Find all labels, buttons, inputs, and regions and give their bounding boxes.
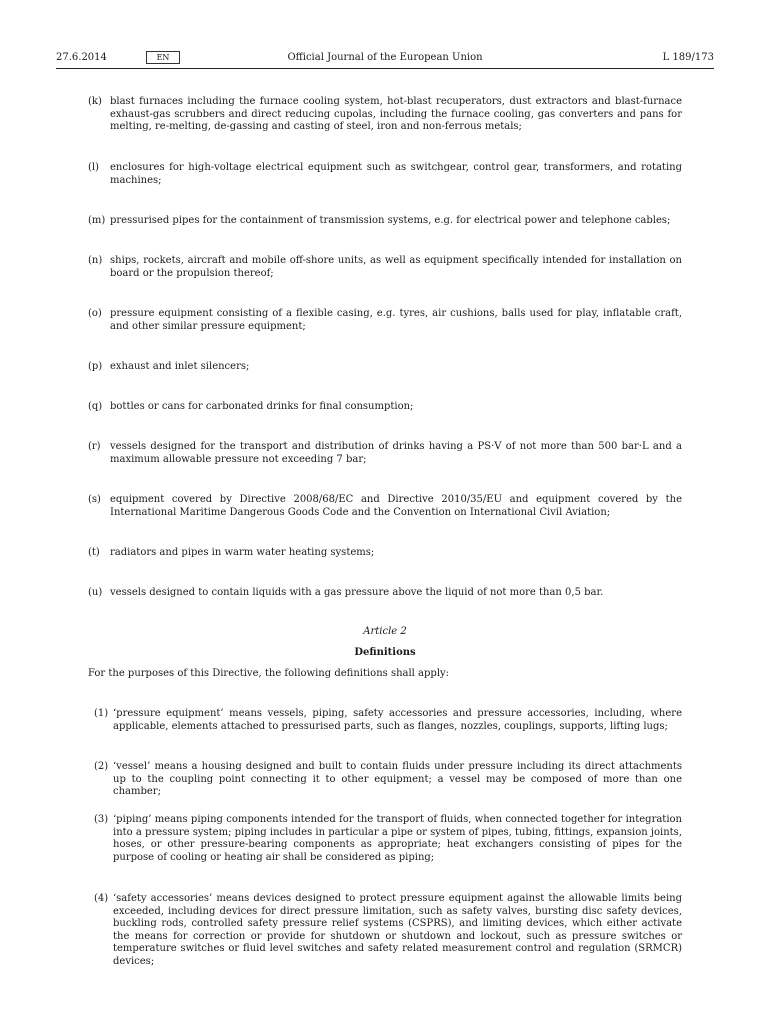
list-item-text: pressure equipment consisting of a flexible casing, e.g. tyres, air cushions, balls used for play, inflatable craft, and other similar pressure equipment; xyxy=(110,308,682,332)
definition-text: ‘piping’ means piping components intended for the transport of fluids, when connected together for integration into a pressure system; piping includes in particular a pipe or system of pipes, tubing, fittings, expansion joints, hoses, or other pressure-bearing components as appropriate; heat exchangers consisting of pipes for the purpose of cooling or heating air shall be considered as piping; xyxy=(113,814,682,863)
list-item-label: (r) xyxy=(88,441,101,452)
definition-text: ‘safety accessories’ means devices designed to protect pressure equipment against the allowable limits being exceeded, including devices for direct pressure limitation, such as safety valves, bursting disc safety devices, buckling rods, controlled safety pressure relief systems (CSPRS), and limiting devices, which either activate the means for correction or provide for shutdown or shutdown and lockout, such as pressure switches or temperature switches or fluid level switches and safety related measurement control and regulation (SRMCR) devices; xyxy=(113,893,682,967)
list-item-text: vessels designed to contain liquids with a gas pressure above the liquid of not more than 0,5 bar. xyxy=(110,587,604,598)
article-intro: For the purposes of this Directive, the following definitions shall apply: xyxy=(88,668,450,679)
definition-text: ‘vessel’ means a housing designed and built to contain fluids under pressure including its direct attachments up to the coupling point connecting it to other equipment; a vessel may be composed of more than one chamber; xyxy=(113,761,682,797)
list-item-text: pressurised pipes for the containment of transmission systems, e.g. for electrical power and telephone cables; xyxy=(110,215,671,226)
list-item-label: (s) xyxy=(88,494,101,505)
article-number: Article 2 xyxy=(363,626,407,637)
list-item-text: equipment covered by Directive 2008/68/EC and Directive 2010/35/EU and equipment covered by the International Maritime Dangerous Goods Code and the Convention on International Civil Aviation; xyxy=(110,494,682,518)
list-item-label: (m) xyxy=(88,215,106,226)
definition-label: (2) xyxy=(94,761,109,772)
list-item-label: (q) xyxy=(88,401,103,412)
header-date: 27.6.2014 xyxy=(56,52,107,63)
list-item-label: (p) xyxy=(88,361,103,372)
list-item-text: blast furnaces including the furnace cooling system, hot-blast recuperators, dust extractors and blast-furnace exhaust-gas scrubbers and direct reducing cupolas, including the furnace cooling, gas converters and pans for melting, re-melting, de-gassing and casting of steel, iron and non-ferrous metals; xyxy=(110,96,682,132)
list-item-label: (l) xyxy=(88,162,100,173)
definition-label: (1) xyxy=(94,708,109,719)
list-item-label: (t) xyxy=(88,547,100,558)
list-item-text: ships, rockets, aircraft and mobile off-shore units, as well as equipment specifically intended for installation on board or the propulsion thereof; xyxy=(110,255,682,279)
list-item-text: radiators and pipes in warm water heating systems; xyxy=(110,547,375,558)
list-item-text: bottles or cans for carbonated drinks for final consumption; xyxy=(110,401,414,412)
page-reference: L 189/173 xyxy=(662,52,714,63)
list-item-label: (n) xyxy=(88,255,103,266)
definition-text: ‘pressure equipment’ means vessels, piping, safety accessories and pressure accessories, including, where applicable, elements attached to pressurised parts, such as flanges, nozzles, couplings, supports, lifting lugs; xyxy=(113,708,682,732)
article-heading: Definitions xyxy=(354,647,416,658)
list-item-text: exhaust and inlet silencers; xyxy=(110,361,250,372)
list-item-text: enclosures for high-voltage electrical equipment such as switchgear, control gear, transformers, and rotating machines; xyxy=(110,162,682,186)
list-item-text: vessels designed for the transport and distribution of drinks having a PS·V of not more than 500 bar·L and a maximum allowable pressure not exceeding 7 bar; xyxy=(110,441,682,465)
language-badge: EN xyxy=(146,51,180,64)
list-item-label: (u) xyxy=(88,587,103,598)
journal-title: Official Journal of the European Union xyxy=(287,52,483,63)
definition-label: (3) xyxy=(94,814,109,825)
definition-label: (4) xyxy=(94,893,109,904)
list-item-label: (o) xyxy=(88,308,102,319)
list-item-label: (k) xyxy=(88,96,102,107)
